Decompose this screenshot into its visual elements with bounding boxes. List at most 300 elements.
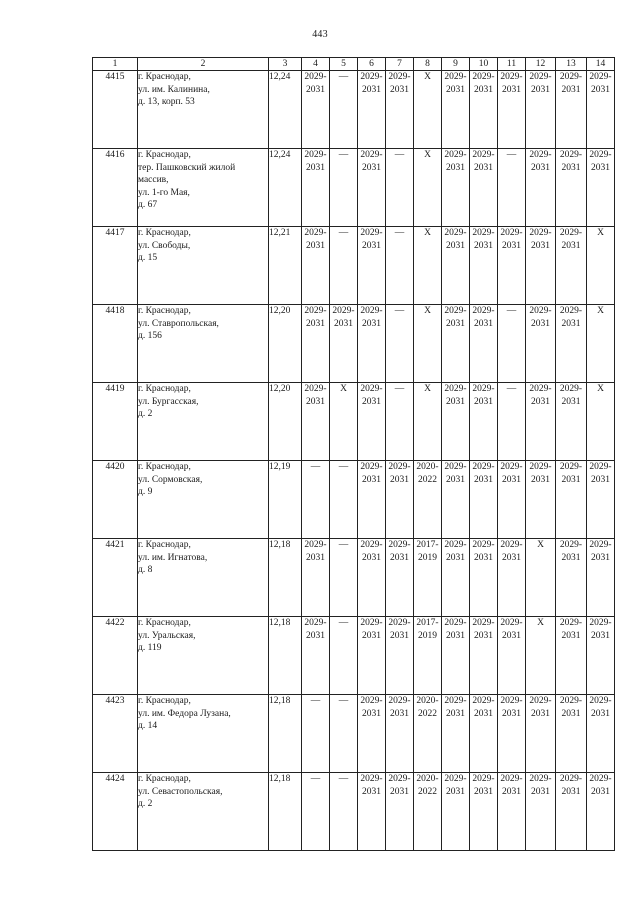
period-cell-col-13 [556,773,587,851]
period-text: 2029- [472,618,495,628]
period-text: 2029- [472,306,495,316]
period-text: 2029- [559,150,583,160]
column-header-1: 1 [93,58,138,71]
period-text: 2031 [531,318,550,329]
period-cell-col-10 [470,695,498,773]
period-text: 2031 [531,708,550,719]
period-text: 2029- [388,462,411,472]
row-number: 4423 [93,695,138,773]
period-cell-col-13 [556,695,587,773]
period-text: 2029- [444,384,467,394]
period-cell-col-11 [498,383,526,461]
period-text: 2029- [589,540,612,550]
period-cell-col-4 [302,461,330,539]
period-cell-col-14 [587,695,615,773]
period-cell-col-8 [414,383,442,461]
period-text: 2031 [474,630,493,641]
period-text: 2029- [304,384,327,394]
address-line: г. Краснодар, [138,774,191,784]
period-text: 2031 [390,630,409,641]
period-text: 2031 [306,84,325,95]
period-text: 2029- [304,540,327,550]
period-text: 2031 [306,630,325,641]
period-text: 2029- [559,72,583,82]
period-text: 2029- [332,306,355,316]
period-cell-col-11 [498,227,526,305]
period-cell-col-4 [302,305,330,383]
address-line: г. Краснодар, [138,696,191,706]
period-text: 2029- [500,462,523,472]
period-text: 2031 [531,396,550,407]
period-text: 2029- [444,540,467,550]
period-text: 2029- [472,540,495,550]
period-text: 2031 [362,162,381,173]
address-cell [138,617,269,695]
dash-mark: — [338,618,349,628]
period-text: 2031 [390,786,409,797]
period-cell-col-14 [587,383,615,461]
period-cell-col-11 [498,695,526,773]
period-cell-col-9 [442,773,470,851]
address-line: массив, [138,175,169,185]
period-text: 2031 [306,396,325,407]
period-text: 2029- [360,462,383,472]
period-cell-col-5 [330,71,358,149]
period-cell-col-7 [386,149,414,227]
period-text: 2031 [474,474,493,485]
register-table [92,57,615,851]
period-cell-col-9 [442,617,470,695]
period-cell-col-9 [442,305,470,383]
period-text: 2029- [589,696,612,706]
period-cell-col-12 [526,773,556,851]
period-text: 2029- [444,228,467,238]
period-text: 2031 [591,474,610,485]
period-cell-col-13 [556,539,587,617]
address-cell [138,695,269,773]
period-text: 2029- [360,306,383,316]
period-cell-col-12 [526,305,556,383]
row-number: 4421 [93,539,138,617]
period-text: 2029- [360,228,383,238]
period-cell-col-5 [330,617,358,695]
period-cell-col-13 [556,383,587,461]
period-text: 2029- [529,696,552,706]
table-row [93,383,615,461]
row-number: 4422 [93,617,138,695]
period-text: 2031 [390,474,409,485]
address-line: д. 156 [138,331,162,341]
period-text: 2031 [591,552,610,563]
period-cell-col-8 [414,227,442,305]
period-cell-col-13 [556,227,587,305]
address-line: г. Краснодар, [138,618,191,628]
period-text: 2029- [360,384,383,394]
period-cell-col-12 [526,617,556,695]
period-cell-col-14 [587,305,615,383]
table-row [93,71,615,149]
value-cell: 12,19 [269,461,302,539]
period-cell-col-8 [414,539,442,617]
period-cell-col-8 [414,149,442,227]
dash-mark: — [506,306,517,316]
x-mark: X [597,384,604,394]
address-line: г. Краснодар, [138,150,191,160]
period-text: 2031 [502,474,521,485]
period-text: 2022 [418,786,437,797]
column-header-11: 11 [498,58,526,71]
period-cell-col-5 [330,227,358,305]
address-line: г. Краснодар, [138,72,191,82]
address-line: д. 2 [138,799,153,809]
period-cell-col-5 [330,461,358,539]
period-text: 2029- [529,306,552,316]
address-line: ул. 1-го Мая, [138,187,190,198]
period-text: 2031 [591,630,610,641]
period-text: 2029- [589,774,612,784]
period-cell-col-7 [386,305,414,383]
period-text: 2029- [589,618,612,628]
value-cell: 12,18 [269,695,302,773]
period-text: 2031 [474,786,493,797]
value-cell: 12,20 [269,383,302,461]
x-mark: X [597,306,604,316]
period-text: 2031 [561,630,581,641]
x-mark: X [424,72,431,82]
period-cell-col-4 [302,695,330,773]
table-row [93,539,615,617]
period-cell-col-7 [386,227,414,305]
period-cell-col-9 [442,539,470,617]
dash-mark: — [338,72,349,82]
address-line: ул. Ставропольская, [138,318,219,329]
period-text: 2029- [559,462,583,472]
period-text: 2031 [390,84,409,95]
period-text: 2029- [472,150,495,160]
period-text: 2031 [561,84,581,95]
x-mark: X [424,384,431,394]
period-text: 2031 [474,240,493,251]
column-header-13: 13 [556,58,587,71]
period-cell-col-10 [470,617,498,695]
period-text: 2029- [444,462,467,472]
table-row [93,617,615,695]
table-row [93,227,615,305]
period-text: 2029- [304,72,327,82]
period-text: 2029- [360,618,383,628]
address-line: д. 15 [138,253,158,263]
dash-mark: — [310,462,321,472]
dash-mark: — [338,696,349,706]
period-text: 2017- [416,540,439,550]
period-cell-col-7 [386,461,414,539]
column-header-10: 10 [470,58,498,71]
x-mark: X [537,618,544,628]
period-cell-col-10 [470,539,498,617]
period-text: 2029- [304,618,327,628]
period-cell-col-6 [358,617,386,695]
period-cell-col-11 [498,617,526,695]
period-text: 2029- [500,696,523,706]
period-text: 2031 [306,552,325,563]
address-line: ул. Севастопольская, [138,786,223,797]
period-text: 2017- [416,618,439,628]
period-cell-col-10 [470,71,498,149]
column-header-7: 7 [386,58,414,71]
period-text: 2029- [444,618,467,628]
table-row [93,773,615,851]
period-text: 2031 [362,474,381,485]
period-cell-col-5 [330,773,358,851]
address-line: ул. им. Калинина, [138,84,210,95]
table-row [93,305,615,383]
row-number: 4418 [93,305,138,383]
period-cell-col-6 [358,305,386,383]
period-cell-col-9 [442,71,470,149]
x-mark: X [424,228,431,238]
period-text: 2029- [388,774,411,784]
period-cell-col-13 [556,149,587,227]
address-line: ул. Уральская, [138,630,196,641]
period-cell-col-13 [556,71,587,149]
period-text: 2029- [529,150,552,160]
period-text: 2031 [561,552,581,563]
period-text: 2029- [444,774,467,784]
period-cell-col-4 [302,539,330,617]
period-text: 2031 [362,240,381,251]
period-text: 2031 [502,630,521,641]
row-number: 4416 [93,149,138,227]
value-cell: 12,24 [269,149,302,227]
address-line: д. 13, корп. 53 [138,97,195,107]
period-text: 2029- [529,774,552,784]
address-cell [138,383,269,461]
address-line: г. Краснодар, [138,540,191,550]
period-cell-col-4 [302,227,330,305]
period-text: 2029- [472,774,495,784]
period-text: 2031 [306,240,325,251]
dash-mark: — [310,774,321,784]
dash-mark: — [394,228,405,238]
period-cell-col-13 [556,461,587,539]
period-cell-col-9 [442,695,470,773]
period-text: 2029- [360,150,383,160]
period-cell-col-6 [358,461,386,539]
value-cell: 12,18 [269,539,302,617]
x-mark: X [597,228,604,238]
period-text: 2031 [474,162,493,173]
period-cell-col-10 [470,149,498,227]
period-text: 2031 [474,84,493,95]
period-cell-col-9 [442,227,470,305]
column-header-2: 2 [138,58,269,71]
period-cell-col-5 [330,383,358,461]
period-text: 2031 [531,162,550,173]
column-header-5: 5 [330,58,358,71]
period-text: 2031 [561,474,581,485]
period-text: 2031 [362,84,381,95]
address-cell [138,539,269,617]
period-text: 2029- [472,462,495,472]
period-text: 2031 [474,552,493,563]
period-text: 2029- [529,228,552,238]
period-cell-col-12 [526,383,556,461]
period-text: 2029- [559,306,583,316]
table-row [93,695,615,773]
address-line: тер. Пашковский жилой [138,162,236,173]
x-mark: X [537,540,544,550]
period-text: 2031 [446,240,465,251]
address-line: г. Краснодар, [138,306,191,316]
period-text: 2029- [529,384,552,394]
period-cell-col-6 [358,773,386,851]
period-text: 2031 [362,396,381,407]
period-text: 2019 [418,630,437,641]
period-cell-col-14 [587,461,615,539]
period-text: 2029- [360,72,383,82]
dash-mark: — [506,150,517,160]
period-cell-col-14 [587,149,615,227]
period-text: 2029- [529,462,552,472]
x-mark: X [340,384,347,394]
period-text: 2031 [362,708,381,719]
period-cell-col-5 [330,305,358,383]
dash-mark: — [338,150,349,160]
period-cell-col-12 [526,695,556,773]
period-cell-col-10 [470,773,498,851]
period-cell-col-14 [587,71,615,149]
address-line: д. 9 [138,487,153,497]
address-line: д. 8 [138,565,153,575]
value-cell: 12,18 [269,773,302,851]
table-row [93,149,615,227]
column-header-9: 9 [442,58,470,71]
address-line: д. 119 [138,643,162,653]
period-text: 2031 [561,240,581,251]
row-number: 4420 [93,461,138,539]
period-cell-col-6 [358,383,386,461]
period-text: 2031 [531,786,550,797]
address-line: г. Краснодар, [138,228,191,238]
period-cell-col-9 [442,383,470,461]
period-cell-col-6 [358,539,386,617]
period-cell-col-5 [330,539,358,617]
value-cell: 12,18 [269,617,302,695]
period-text: 2029- [388,696,411,706]
period-text: 2031 [591,786,610,797]
period-cell-col-6 [358,227,386,305]
period-cell-col-10 [470,461,498,539]
period-text: 2031 [362,552,381,563]
period-cell-col-10 [470,305,498,383]
dash-mark: — [394,150,405,160]
period-text: 2029- [589,462,612,472]
period-text: 2031 [502,240,521,251]
period-text: 2020- [416,774,439,784]
period-text: 2031 [446,552,465,563]
period-text: 2020- [416,462,439,472]
page-number: 443 [312,29,328,40]
period-cell-col-11 [498,305,526,383]
period-text: 2029- [559,384,583,394]
period-text: 2031 [502,786,521,797]
dash-mark: — [338,540,349,550]
dash-mark: — [310,696,321,706]
period-text: 2031 [446,396,465,407]
dash-mark: — [338,462,349,472]
period-text: 2031 [531,84,550,95]
period-text: 2029- [388,72,411,82]
period-text: 2031 [591,84,610,95]
period-cell-col-12 [526,539,556,617]
period-text: 2029- [388,540,411,550]
period-text: 2031 [446,630,465,641]
address-cell [138,461,269,539]
address-line: д. 14 [138,721,158,731]
table-row [93,461,615,539]
period-text: 2031 [362,630,381,641]
period-cell-col-10 [470,383,498,461]
period-text: 2029- [360,696,383,706]
period-text: 2031 [531,474,550,485]
period-text: 2031 [446,708,465,719]
header-row [93,58,615,71]
period-text: 2029- [529,72,552,82]
period-text: 2029- [444,696,467,706]
address-line: г. Краснодар, [138,462,191,472]
period-text: 2031 [561,786,581,797]
period-text: 2031 [474,708,493,719]
address-cell [138,305,269,383]
period-text: 2031 [531,240,550,251]
period-cell-col-8 [414,461,442,539]
period-cell-col-11 [498,539,526,617]
period-text: 2031 [561,396,581,407]
period-cell-col-4 [302,773,330,851]
period-cell-col-9 [442,149,470,227]
period-text: 2031 [474,396,493,407]
period-cell-col-12 [526,227,556,305]
period-cell-col-7 [386,383,414,461]
period-cell-col-11 [498,71,526,149]
period-cell-col-14 [587,773,615,851]
x-mark: X [424,306,431,316]
period-text: 2029- [472,228,495,238]
period-text: 2031 [502,552,521,563]
period-cell-col-10 [470,227,498,305]
period-text: 2029- [559,618,583,628]
x-mark: X [424,150,431,160]
period-cell-col-4 [302,149,330,227]
value-cell: 12,20 [269,305,302,383]
period-text: 2031 [591,162,610,173]
dash-mark: — [394,384,405,394]
period-text: 2029- [472,384,495,394]
period-cell-col-6 [358,149,386,227]
period-text: 2022 [418,474,437,485]
period-cell-col-4 [302,617,330,695]
period-cell-col-8 [414,305,442,383]
period-text: 2029- [472,72,495,82]
address-line: д. 2 [138,409,153,419]
period-text: 2031 [362,786,381,797]
period-cell-col-12 [526,149,556,227]
period-text: 2031 [306,162,325,173]
period-cell-col-14 [587,617,615,695]
period-text: 2029- [360,540,383,550]
period-text: 2031 [446,474,465,485]
period-text: 2029- [500,228,523,238]
